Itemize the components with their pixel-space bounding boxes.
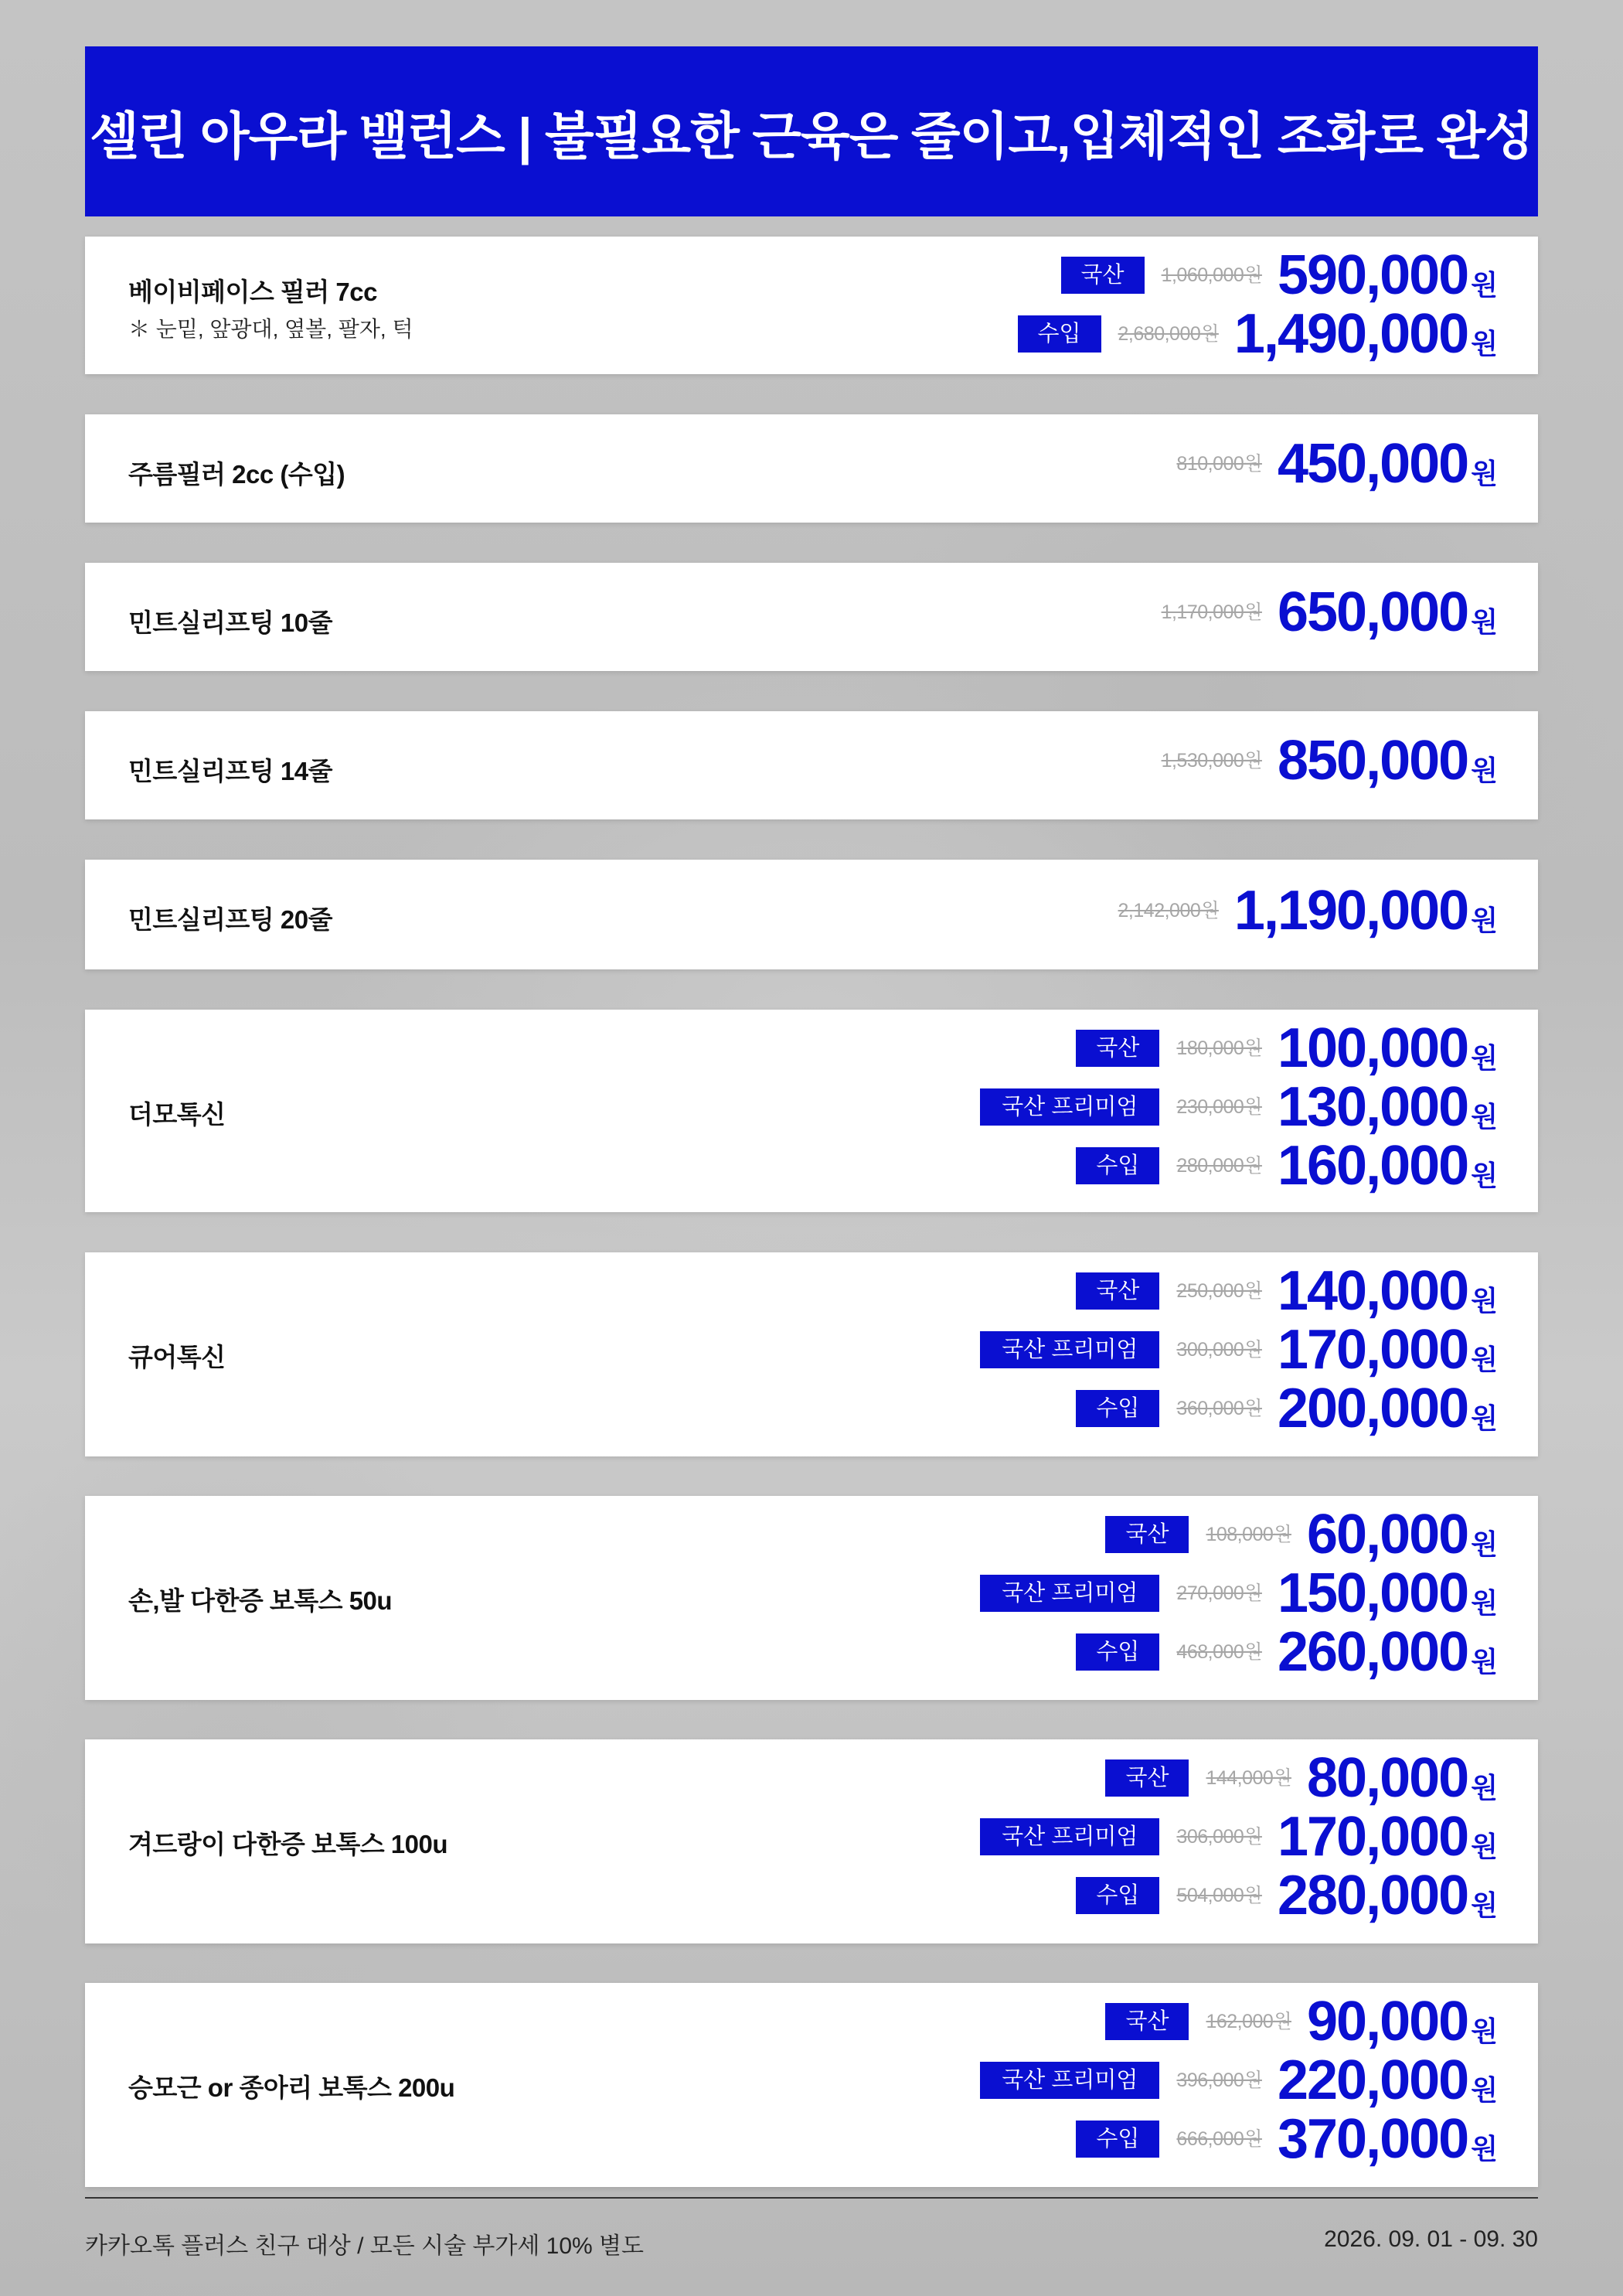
item-name: 겨드랑이 다한증 보톡스 100u [128, 1830, 448, 1858]
currency-unit: 원 [1471, 1528, 1498, 1560]
currency-unit: 원 [1471, 1646, 1498, 1678]
original-price: 1,170,000원 [1161, 601, 1262, 623]
price-card-mint-lifting-10 [85, 563, 1538, 671]
currency-unit: 원 [1471, 1042, 1498, 1074]
item-name: 주름필러 2cc (수입) [128, 460, 345, 489]
origin-tag: 국산 [1076, 1272, 1159, 1310]
price-row [1105, 1749, 1498, 1807]
original-price: 1,060,000원 [1161, 264, 1262, 286]
currency-unit: 원 [1471, 2133, 1498, 2165]
currency-unit: 원 [1471, 606, 1498, 638]
origin-tag: 수입 [1076, 1877, 1159, 1914]
origin-tag: 국산 프리미엄 [980, 2062, 1159, 2099]
sale-price: 590,000 [1277, 244, 1468, 306]
original-price: 280,000원 [1176, 1155, 1262, 1177]
sale-price: 200,000 [1277, 1378, 1468, 1439]
original-price: 2,142,000원 [1118, 900, 1219, 921]
price-row [980, 1564, 1498, 1623]
original-price: 666,000원 [1176, 2128, 1262, 2150]
currency-unit: 원 [1471, 755, 1498, 786]
price-card-hand-foot-hyperhidrosis [85, 1496, 1538, 1700]
item-name: 승모근 or 종아리 보톡스 200u [128, 2073, 455, 2102]
origin-tag: 수입 [1018, 315, 1101, 353]
footer-date-range: 2026. 09. 01 - 09. 30 [1324, 2226, 1538, 2252]
currency-unit: 원 [1471, 1587, 1498, 1619]
currency-unit: 원 [1471, 1285, 1498, 1317]
sale-price: 220,000 [1277, 2049, 1468, 2111]
item-name: 베이비페이스 필러 7cc [128, 278, 377, 306]
original-price: 300,000원 [1176, 1339, 1262, 1361]
page-title: 셀린 아우라 밸런스 | 불필요한 근육은 줄이고,입체적인 조화로 완성 [90, 107, 1533, 165]
sale-price: 80,000 [1307, 1747, 1468, 1809]
origin-tag: 국산 [1105, 2003, 1189, 2040]
price-row [1076, 2110, 1498, 2168]
price-row [980, 1078, 1498, 1136]
origin-tag: 수입 [1076, 1390, 1159, 1427]
price-row [1076, 1866, 1498, 1925]
price-row [1076, 1019, 1498, 1078]
original-price: 108,000원 [1206, 1524, 1291, 1545]
price-row [1105, 1505, 1498, 1564]
sale-price: 100,000 [1277, 1017, 1468, 1079]
item-name: 큐어톡신 [128, 1343, 226, 1371]
origin-tag: 수입 [1076, 1633, 1159, 1671]
origin-tag: 국산 프리미엄 [980, 1575, 1159, 1612]
original-price: 144,000원 [1206, 1767, 1291, 1789]
currency-unit: 원 [1471, 1772, 1498, 1804]
currency-unit: 원 [1471, 1344, 1498, 1375]
original-price: 270,000원 [1176, 1582, 1262, 1604]
currency-unit: 원 [1471, 1160, 1498, 1191]
original-price: 360,000원 [1176, 1398, 1262, 1419]
origin-tag: 국산 [1105, 1516, 1189, 1553]
price-row [1076, 1262, 1498, 1320]
original-price: 250,000원 [1176, 1280, 1262, 1302]
item-name: 더모톡신 [128, 1100, 226, 1129]
original-price: 504,000원 [1176, 1885, 1262, 1906]
price-row [1162, 731, 1498, 790]
origin-tag: 국산 프리미엄 [980, 1331, 1159, 1368]
price-row [1061, 246, 1498, 305]
origin-tag: 수입 [1076, 2121, 1159, 2158]
original-price: 810,000원 [1176, 453, 1262, 475]
sale-price: 260,000 [1277, 1621, 1468, 1683]
price-row [1018, 305, 1499, 363]
origin-tag: 국산 [1105, 1759, 1189, 1797]
original-price: 1,530,000원 [1161, 750, 1262, 772]
price-card-mint-lifting-14 [85, 711, 1538, 819]
price-row [980, 1807, 1498, 1866]
sale-price: 130,000 [1277, 1076, 1468, 1138]
currency-unit: 원 [1471, 1831, 1498, 1862]
origin-tag: 수입 [1076, 1147, 1159, 1184]
price-card-curetoxin [85, 1252, 1538, 1456]
origin-tag: 국산 [1076, 1030, 1159, 1067]
sale-price: 90,000 [1307, 1991, 1468, 2052]
price-card-underarm-hyperhidrosis [85, 1739, 1538, 1943]
currency-unit: 원 [1471, 1889, 1498, 1921]
origin-tag: 국산 프리미엄 [980, 1818, 1159, 1855]
original-price: 180,000원 [1176, 1037, 1262, 1059]
page-header [85, 46, 1538, 216]
price-card-trapezius-calf [85, 1983, 1538, 2187]
item-note: ＊ 눈밑, 앞광대, 옆볼, 팔자, 턱 [128, 317, 413, 341]
price-row [1076, 1623, 1498, 1681]
sale-price: 1,190,000 [1233, 880, 1468, 942]
origin-tag: 국산 [1061, 257, 1145, 294]
sale-price: 280,000 [1277, 1865, 1468, 1926]
currency-unit: 원 [1471, 904, 1498, 936]
footer-notice: 카카오톡 플러스 친구 대상 / 모든 시술 부가세 10% 별도 [85, 2233, 644, 2259]
currency-unit: 원 [1471, 328, 1498, 359]
sale-price: 370,000 [1277, 2108, 1468, 2170]
price-row [1076, 1379, 1498, 1438]
sale-price: 140,000 [1277, 1260, 1468, 1322]
original-price: 306,000원 [1176, 1826, 1262, 1848]
original-price: 396,000원 [1176, 2069, 1262, 2091]
original-price: 162,000원 [1206, 2011, 1291, 2032]
currency-unit: 원 [1471, 2074, 1498, 2106]
item-name: 민트실리프팅 20줄 [128, 905, 333, 934]
currency-unit: 원 [1471, 2015, 1498, 2047]
sale-price: 450,000 [1277, 433, 1468, 495]
price-row [1118, 881, 1498, 940]
price-row [1162, 583, 1498, 642]
price-row [1176, 434, 1498, 493]
sale-price: 1,490,000 [1233, 303, 1468, 365]
sale-price: 60,000 [1307, 1504, 1468, 1565]
price-row [980, 1320, 1498, 1379]
price-row [980, 2051, 1498, 2110]
original-price: 230,000원 [1176, 1096, 1262, 1118]
price-row [1076, 1136, 1498, 1195]
price-card-babyface-filler [85, 237, 1538, 374]
price-card-mint-lifting-20 [85, 860, 1538, 969]
sale-price: 170,000 [1277, 1806, 1468, 1868]
item-name: 민트실리프팅 14줄 [128, 757, 333, 785]
sale-price: 850,000 [1277, 730, 1468, 792]
currency-unit: 원 [1471, 1402, 1498, 1434]
price-card-dermotoxin [85, 1010, 1538, 1212]
price-card-wrinkle-filler [85, 414, 1538, 523]
price-row [1105, 1992, 1498, 2051]
currency-unit: 원 [1471, 458, 1498, 489]
sale-price: 650,000 [1277, 581, 1468, 643]
sale-price: 150,000 [1277, 1562, 1468, 1624]
origin-tag: 국산 프리미엄 [980, 1088, 1159, 1126]
currency-unit: 원 [1471, 269, 1498, 301]
item-name: 민트실리프팅 10줄 [128, 608, 333, 637]
item-name: 손,발 다한증 보톡스 50u [128, 1586, 393, 1615]
original-price: 2,680,000원 [1118, 323, 1219, 345]
sale-price: 170,000 [1277, 1319, 1468, 1381]
currency-unit: 원 [1471, 1101, 1498, 1133]
sale-price: 160,000 [1277, 1135, 1468, 1197]
footer-divider [85, 2197, 1538, 2199]
original-price: 468,000원 [1176, 1641, 1262, 1663]
